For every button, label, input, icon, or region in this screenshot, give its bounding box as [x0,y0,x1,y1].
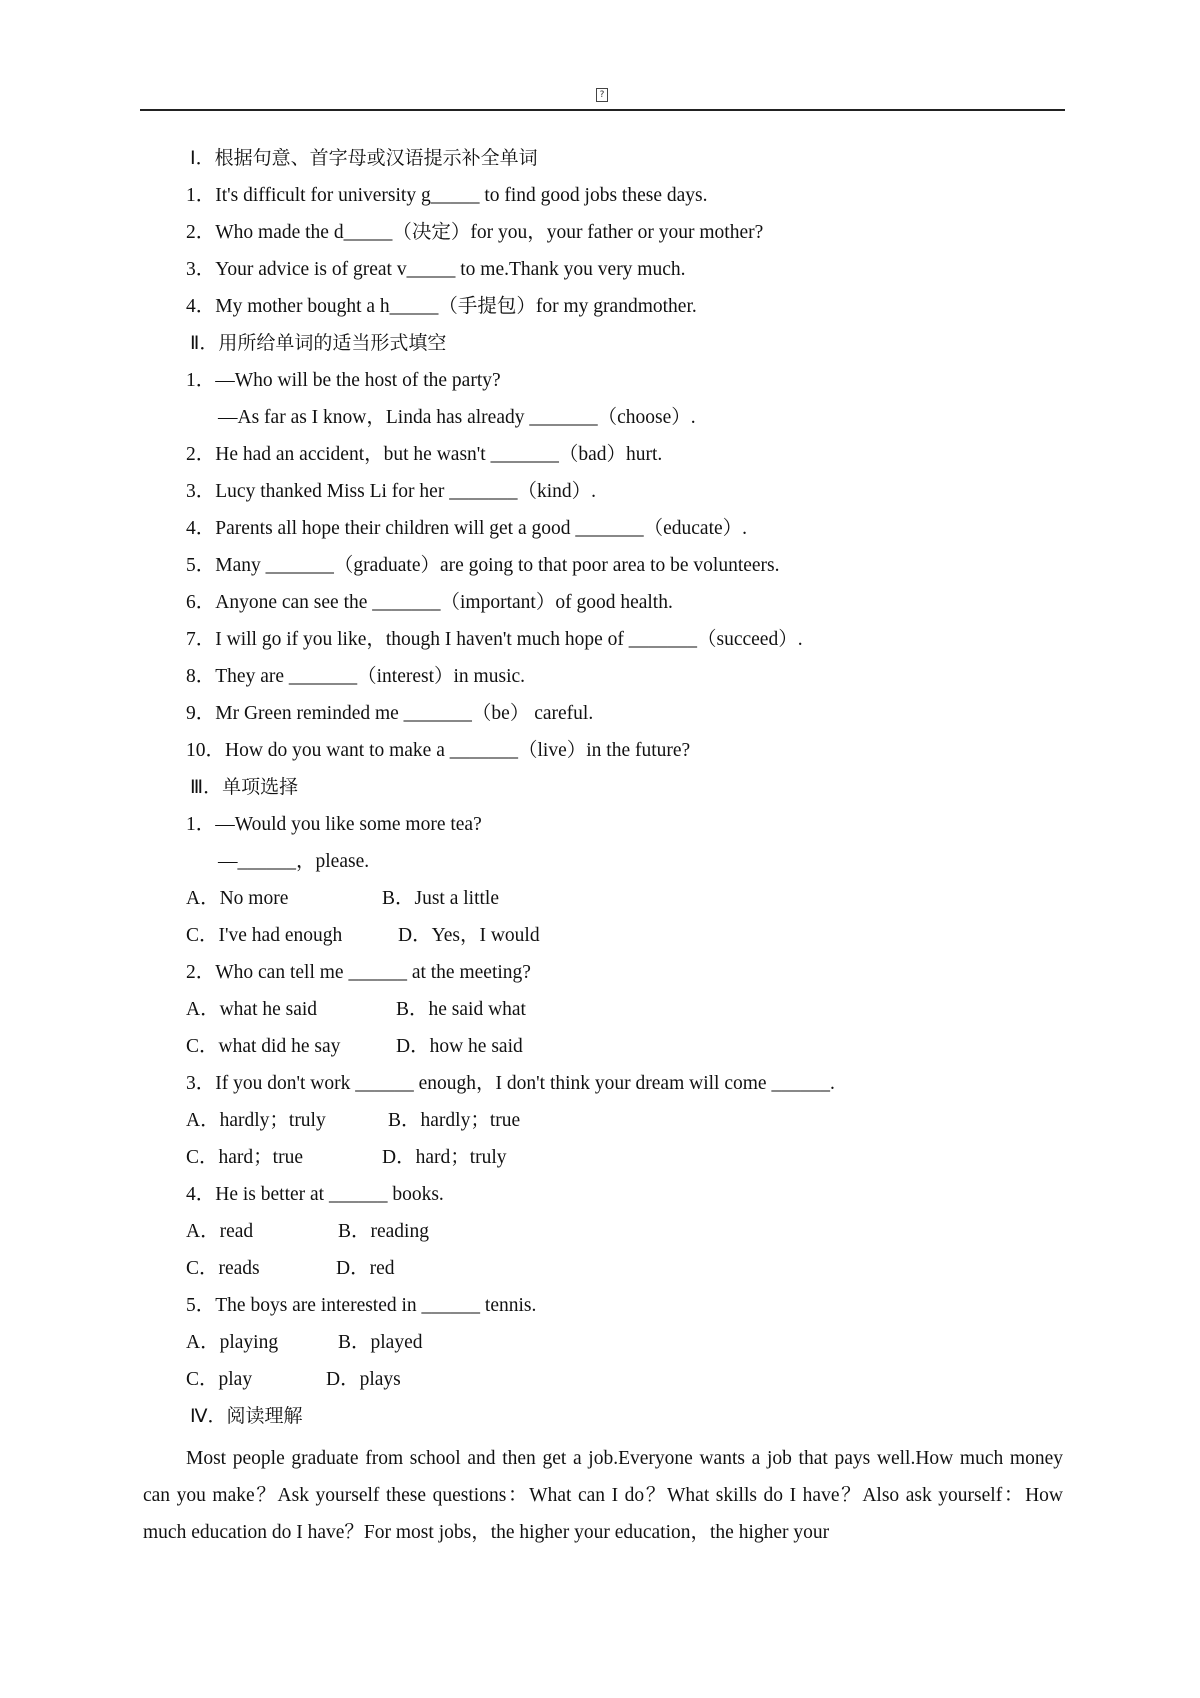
option-b: B．played [338,1332,423,1353]
option-a: A．playing [186,1332,279,1353]
s3-q4-options-row-1 [186,1213,1066,1250]
s3-question-2: 2．Who can tell me ______ at the meeting? [186,962,531,983]
option-b: B．Just a little [382,888,500,909]
header-placeholder-glyph: ? [596,88,608,102]
option-c: C．hard；true [186,1147,303,1168]
option-d: D．Yes，I would [398,925,540,946]
s3-q1-options-row-1 [186,880,1066,917]
s2-question-1-reply: —As far as I know，Linda has already _______（choose）. [218,407,696,428]
s3-q2-options-row-2 [186,1028,1066,1065]
s3-question-3: 3．If you don't work ______ enough，I don't think your dream will come ______. [186,1073,835,1094]
section-4-title: Ⅳ．阅读理解 [190,1405,303,1427]
s3-q4-options-row-2 [186,1250,1066,1287]
option-b: B．he said what [396,999,526,1020]
s3-q2-options-row-1 [186,991,1066,1028]
worksheet-body [186,140,1066,1435]
s2-question-2: 2．He had an accident，but he wasn't _______（bad）hurt. [186,444,663,465]
s1-question-1: 1．It's difficult for university g_____ to find good jobs these days. [186,185,708,206]
s2-question-10: 10．How do you want to make a _______（live）in the future? [186,740,691,761]
s2-question-1: 1．—Who will be the host of the party? [186,370,501,391]
s3-question-1: 1．—Would you like some more tea? [186,814,482,835]
option-d: D．hard；truly [382,1147,507,1168]
s2-question-4: 4．Parents all hope their children will get a good _______（educate）. [186,518,748,539]
s3-q1-options-row-2 [186,917,1066,954]
s2-question-5: 5．Many _______（graduate）are going to that poor area to be volunteers. [186,555,780,576]
section-3-title: Ⅲ．单项选择 [190,776,299,798]
header-rule [140,109,1065,111]
reading-passage [143,1440,1063,1551]
option-c: C．I've had enough [186,925,343,946]
section-1-title: Ⅰ．根据句意、首字母或汉语提示补全单词 [190,147,538,169]
section-2-title: Ⅱ．用所给单词的适当形式填空 [190,332,447,354]
option-c: C．what did he say [186,1036,341,1057]
option-b: B．reading [338,1221,429,1242]
option-a: A．what he said [186,999,318,1020]
s3-question-4: 4．He is better at ______ books. [186,1184,444,1205]
s2-question-6: 6．Anyone can see the _______（important）of good health. [186,592,673,613]
option-a: A．hardly；truly [186,1110,326,1131]
s1-question-2: 2．Who made the d_____（决定）for you，your father or your mother? [186,222,764,243]
s3-q3-options-row-1 [186,1102,1066,1139]
option-d: D．plays [326,1369,401,1390]
option-c: C．play [186,1369,253,1390]
s2-question-3: 3．Lucy thanked Miss Li for her _______（kind）. [186,481,596,502]
option-d: D．how he said [396,1036,523,1057]
s1-question-4: 4．My mother bought a h_____（手提包）for my grandmother. [186,296,697,317]
option-a: A．read [186,1221,254,1242]
s2-question-8: 8．They are _______（interest）in music. [186,666,526,687]
s1-question-3: 3．Your advice is of great v_____ to me.Thank you very much. [186,259,686,280]
s3-q5-options-row-1 [186,1324,1066,1361]
s3-question-5: 5．The boys are interested in ______ tennis. [186,1295,537,1316]
option-d: D．red [336,1258,395,1279]
option-a: A．No more [186,888,289,909]
s3-q5-options-row-2 [186,1361,1066,1398]
option-c: C．reads [186,1258,260,1279]
s3-q3-options-row-2 [186,1139,1066,1176]
s2-question-7: 7．I will go if you like，though I haven't much hope of _______（succeed）. [186,629,803,650]
s2-question-9: 9．Mr Green reminded me _______（be） careful. [186,703,594,724]
s3-question-1-reply: —______，please. [218,851,370,872]
option-b: B．hardly；true [388,1110,521,1131]
passage-paragraph: Most people graduate from school and then get a job.Everyone wants a job that pays well.How much money can you make？Ask yourself these questions：What can I do？What skills do I have？Also ask yourself：How much education do I have？For most jobs，the higher your education，the higher your [143,1448,1063,1543]
